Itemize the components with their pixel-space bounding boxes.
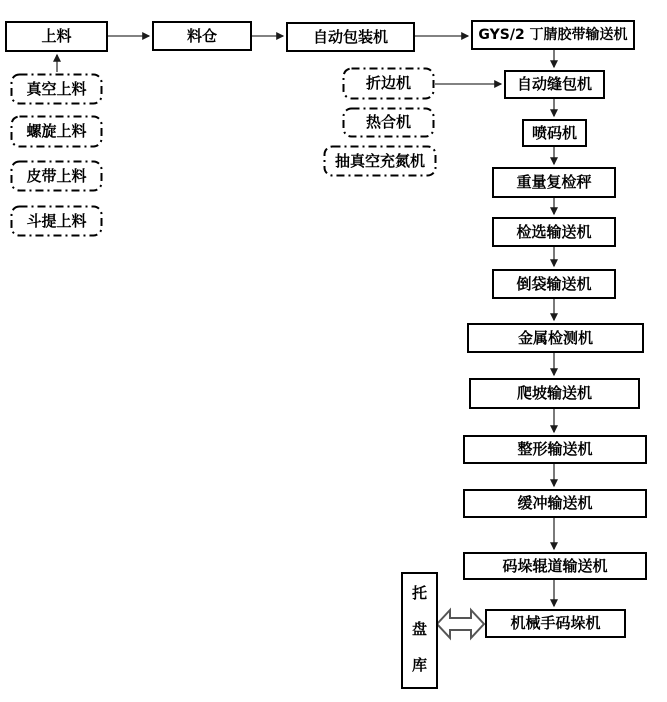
- box-checkweigher: [492, 167, 616, 198]
- box-shaping-conveyor-label: 整形输送机: [517, 440, 593, 458]
- box-screw-feed: [10, 115, 103, 148]
- box-feed-label: 上料: [41, 27, 72, 45]
- box-fold-machine-label: 折边机: [365, 74, 411, 92]
- double-arrow-pallet-robot: [437, 610, 484, 638]
- box-vacuum-feed-label: 真空上料: [26, 79, 87, 98]
- box-packer-label: 自动包装机: [312, 27, 388, 46]
- box-vacuum-feed: [10, 73, 103, 105]
- pallet-store-char-1: 托: [411, 584, 427, 602]
- box-belt-feed: [10, 160, 103, 192]
- box-inkjet-printer-label: 喷码机: [531, 123, 577, 142]
- box-vacuum-nitrogen-label: 抽真空充氮机: [334, 151, 425, 170]
- box-shaping-conveyor: [463, 435, 647, 464]
- box-silo: [152, 21, 252, 51]
- box-screw-feed-label: 螺旋上料: [26, 122, 87, 140]
- box-bag-flip-conveyor-label: 倒袋输送机: [516, 274, 592, 293]
- pallet-store-char-2: 盘: [411, 620, 427, 638]
- box-vacuum-nitrogen: [323, 145, 437, 177]
- box-pallet-store: [401, 572, 438, 689]
- box-climb-conveyor: [469, 378, 640, 409]
- pallet-store-char-3: 库: [411, 656, 427, 674]
- box-checkweigher-label: 重量复检秤: [516, 173, 592, 191]
- box-heat-sealer-label: 热合机: [365, 113, 411, 131]
- box-pallet-roller-conveyor: [463, 552, 647, 580]
- box-silo-label: 料仓: [186, 26, 217, 45]
- box-buffer-conveyor: [463, 489, 647, 518]
- box-robot-palletizer: [485, 609, 626, 638]
- box-metal-detector: [467, 323, 644, 353]
- box-select-conveyor: [492, 217, 616, 247]
- box-robot-palletizer-label: 机械手码垛机: [510, 614, 601, 632]
- box-sewing-machine: [504, 70, 605, 99]
- box-bucket-feed-label: 斗提上料: [26, 211, 87, 230]
- box-sewing-machine-label: 自动缝包机: [516, 75, 592, 93]
- box-bag-flip-conveyor: [492, 269, 616, 299]
- box-gys-conveyor: [471, 20, 635, 50]
- box-packer: [286, 22, 415, 52]
- box-belt-feed-label: 皮带上料: [26, 166, 87, 185]
- box-feed: [5, 21, 108, 52]
- box-heat-sealer: [342, 107, 435, 138]
- box-select-conveyor-label: 检选输送机: [516, 222, 592, 241]
- box-pallet-roller-conveyor-label: 码垛辊道输送机: [502, 556, 608, 575]
- box-fold-machine: [342, 67, 435, 100]
- box-gys-conveyor-label: GYS/2 丁腈胶带输送机: [478, 27, 628, 43]
- box-climb-conveyor-label: 爬坡输送机: [516, 384, 592, 402]
- box-buffer-conveyor-label: 缓冲输送机: [517, 494, 593, 512]
- box-inkjet-printer: [522, 119, 587, 147]
- box-bucket-feed: [10, 205, 103, 237]
- box-metal-detector-label: 金属检测机: [517, 328, 593, 347]
